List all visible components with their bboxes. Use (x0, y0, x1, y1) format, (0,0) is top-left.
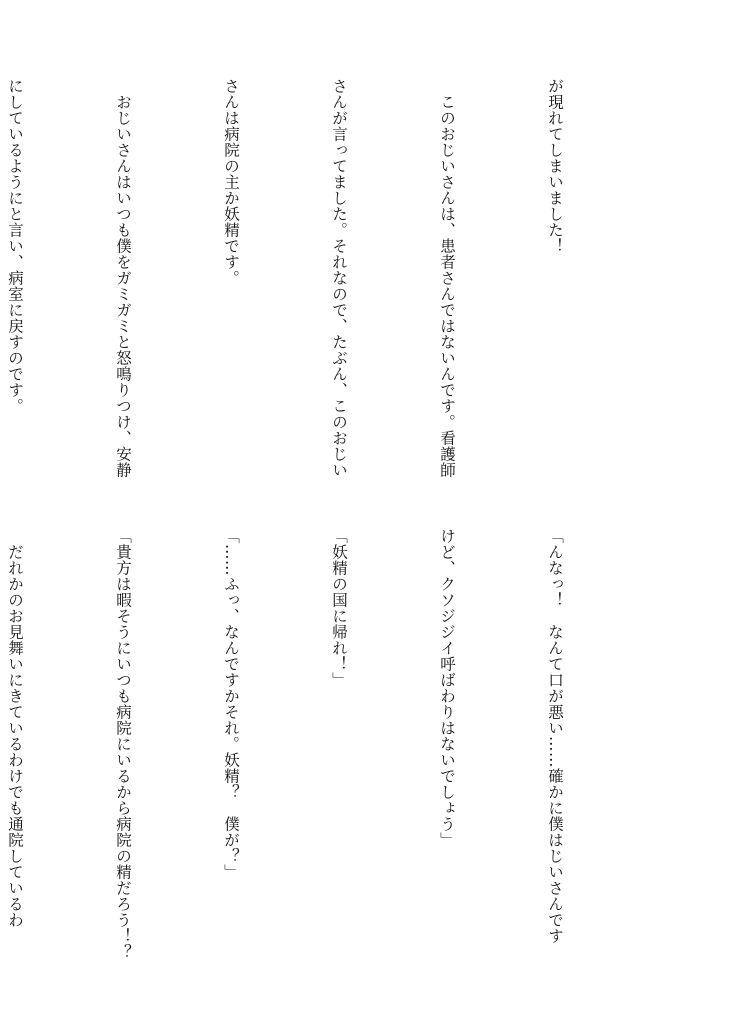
dialogue-line: 「……ふっ、なんですかそれ。妖精？ 僕が？」 (222, 528, 240, 880)
text-line: が現れてしまいました！ (546, 78, 564, 254)
dialogue-line: 「んなっ！ なんて口が悪い……確かに僕はじいさんです (546, 528, 564, 944)
upper-text-block (6, 78, 645, 508)
text-line: にしているようにと言い、病室に戻すのです。 (6, 78, 24, 414)
text-line: おじいさんはいつも僕をガミガミと怒鳴りつけ、安静 (114, 78, 132, 478)
dialogue-line: 「貴方は暇そうにいつも病院にいるから病院の精だろう！？ (114, 528, 132, 960)
text-line: このおじいさんは、患者さんではないんです。看護師 (438, 78, 456, 478)
dialogue-line: けど、クソジジイ呼ばわりはないでしょう」 (438, 528, 456, 848)
text-line: さんが言ってました。それなので、たぶん、このおじい (330, 78, 348, 478)
dialogue-line: 「妖精の国に帰れ！」 (330, 528, 348, 688)
lower-text-block (6, 528, 645, 960)
text-line: さんは病院の主か妖精です。 (222, 78, 240, 286)
dialogue-line: だれかのお見舞いにきているわけでも通院しているわ (6, 528, 24, 928)
